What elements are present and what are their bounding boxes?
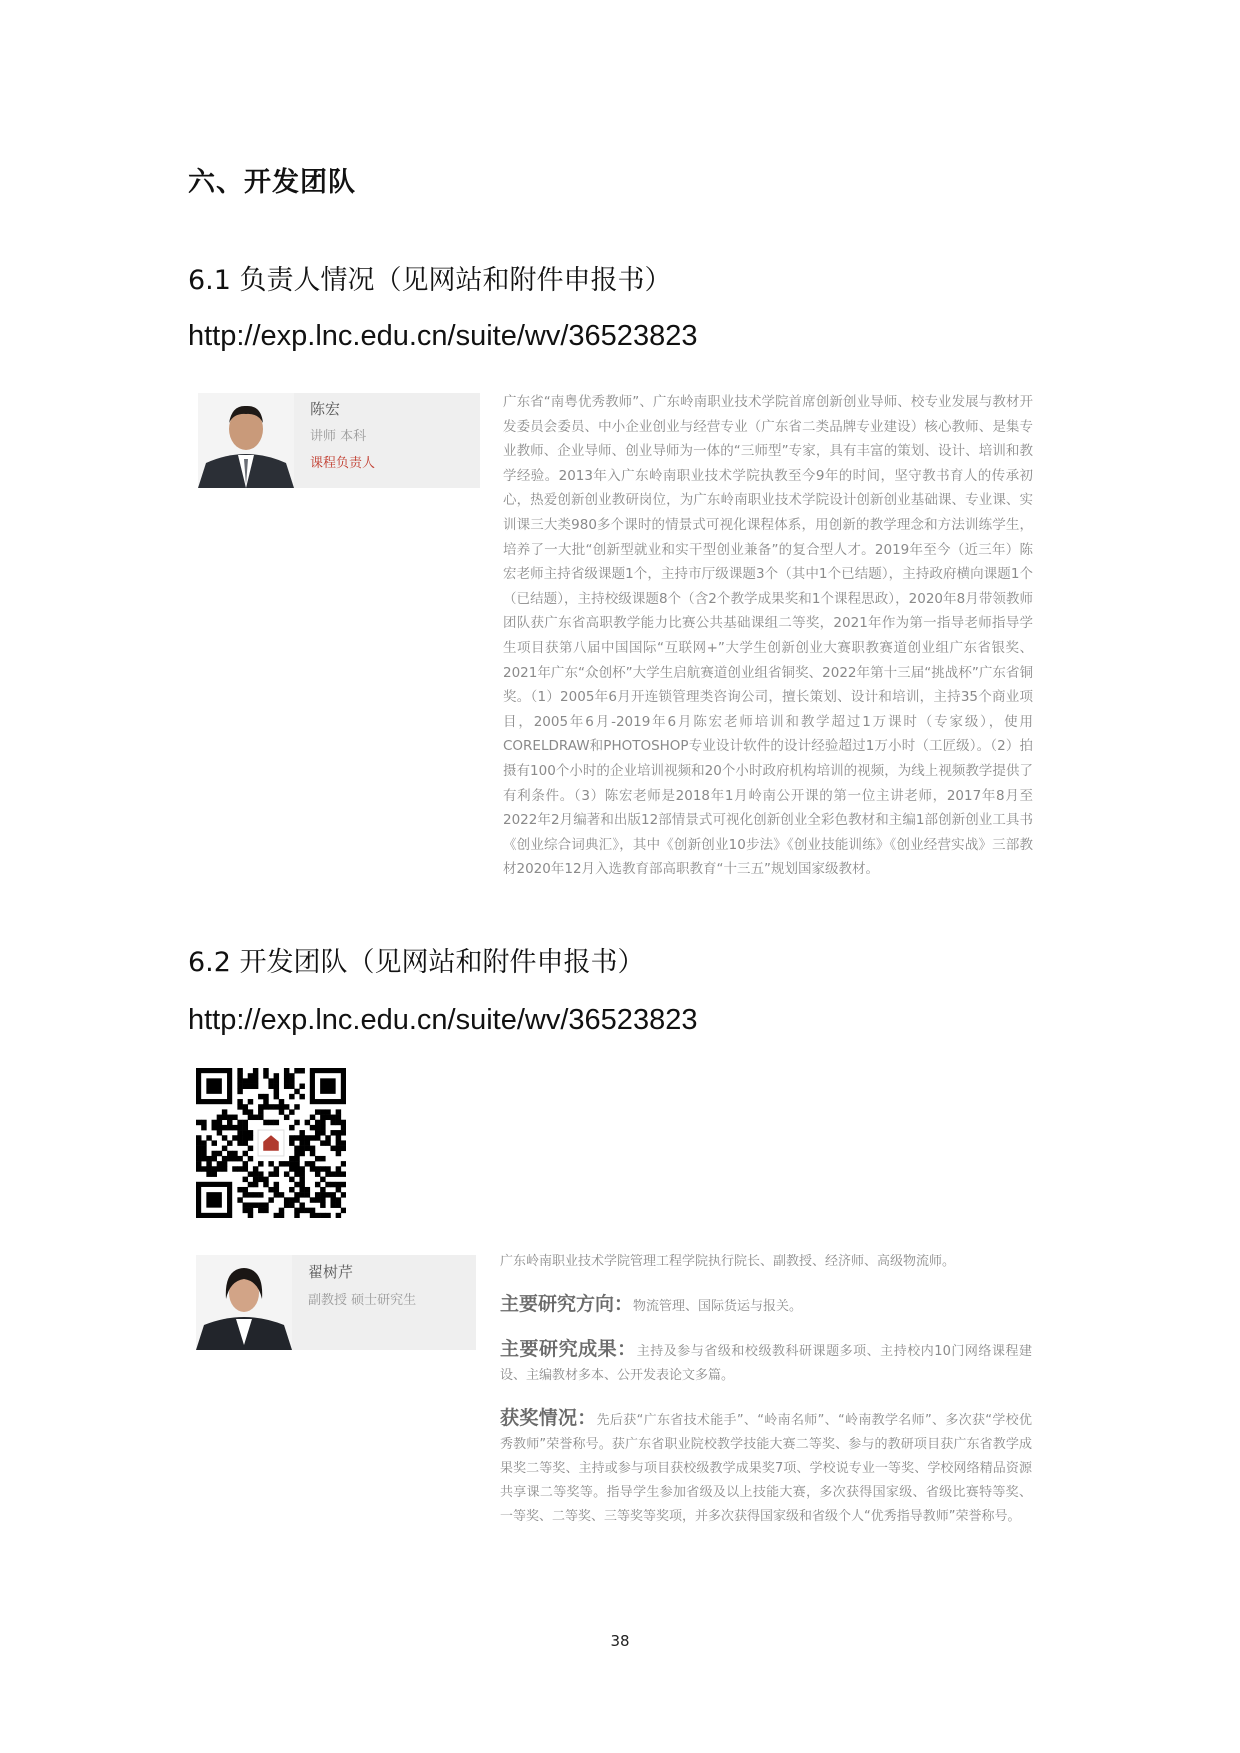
leader-bio: 广东省“南粤优秀教师”、广东岭南职业技术学院首席创新创业导师、校专业发展与教材开发委员会委员、中小企业创业与经营专业（广东省二类品牌专业建设）核心教师、是集专业教师、企业导师、创业导师为一体的“三师型”专家，具有丰富的策划、设计、培训和教学经验。2013年入广东岭南职业技术学院执教至今9年的时间，坚守教书育人的传承初心，热爱创新创业教研岗位，为广东岭南职业技术学院设计创新创业基础课、专业课、实训课三大类980多个课时的情景式可视化课程体系，用创新的教学理念和方法训练学生，培养了一大批“创新型就业和实干型创业兼备”的复合型人才。2019年至今（近三年）陈宏老师主持省级课题1个，主持市厅级课题3个（其中1个已结题），主持政府横向课题1个（已结题），主持校级课题8个（含2个教学成果奖和1个课程思政），2020年8月带领教师团队获广东省高职教学能力比赛公共基础课组二等奖，2021年作为第一指导老师指导学生项目获第八届中国国际“互联网+”大学生创新创业大赛职教赛道创业组广东省银奖、2021年广东“众创杯”大学生启航赛道创业组省铜奖、2022年第十三届“挑战杯”广东省铜奖。（1）2005年6月开连锁管理类咨询公司，擅长策划、设计和培训，主持35个商业项目，2005年6月-2019年6月陈宏老师培训和教学超过1万课时（专家级），使用CORELDRAW和PHOTOSHOP专业设计软件的设计经验超过1万小时（工匠级）。（2）拍摄有100个小时的企业培训视频和20个小时政府机构培训的视频，为线上视频教学提供了有利条件。（3）陈宏老师是2018年1月岭南公开课的第一位主讲老师，2017年8月至2022年2月编著和出版12部情景式可视化创新创业全彩色教材和主编1部创新创业工具书《创业综合词典汇》，其中《创新创业10步法》《创业技能训练》《创业经营实战》三部教材2020年12月入选教育部高职教育“十三五”规划国家级教材。 [503, 394, 1033, 878]
research-direction [500, 1292, 1032, 1319]
team-member-photo [196, 1255, 292, 1350]
qr-code-icon [196, 1068, 346, 1218]
section-title: 六、开发团队 [188, 167, 356, 198]
team-member-title: 副教授 硕士研究生 [308, 1293, 417, 1308]
research-results-text: 主持及参与省级和校级教科研课题多项、主持校内10门网络课程建设、主编教材多本、公开发表论文多篇。 [500, 1344, 1032, 1383]
awards [500, 1406, 1032, 1529]
leader-name: 陈宏 [310, 400, 341, 418]
leader-photo [198, 393, 294, 488]
leader-url: http://exp.lnc.edu.cn/suite/wv/36523823 [188, 320, 698, 352]
team-heading: 6.2 开发团队（见网站和附件申报书） [188, 947, 645, 978]
awards-label: 获奖情况： [500, 1407, 597, 1429]
leader-title: 讲师 本科 [310, 429, 367, 444]
research-direction-label: 主要研究方向： [500, 1293, 634, 1315]
page-number: 38 [610, 1632, 630, 1650]
team-member-bio [500, 1250, 1032, 1543]
leader-profile-card [198, 393, 480, 488]
research-direction-text: 物流管理、国际货运与报关。 [633, 1299, 803, 1314]
team-member-intro: 广东岭南职业技术学院管理工程学院执行院长、副教授、经济师、高级物流师。 [500, 1254, 956, 1269]
leader-heading: 6.1 负责人情况（见网站和附件申报书） [188, 265, 672, 296]
person-portrait-icon [196, 1255, 292, 1350]
research-results [500, 1337, 1032, 1388]
person-portrait-icon [198, 393, 294, 488]
qr-code-graphic [196, 1068, 346, 1218]
team-member-card [196, 1255, 476, 1350]
leader-role: 课程负责人 [310, 456, 376, 471]
awards-text: 先后获“广东省技术能手”、“岭南名师”、“岭南教学名师”、多次获“学校优秀教师”荣誉称号。获广东省职业院校教学技能大赛二等奖、参与的教研项目获广东省教学成果奖二等奖、主持或参与项目获校级教学成果奖7项、学校说专业一等奖、学校网络精品资源共享课二等奖等。指导学生参加省级及以上技能大赛，多次获得国家级、省级比赛特等奖、一等奖、二等奖、三等奖等奖项，并多次获得国家级和省级个人“优秀指导教师”荣誉称号。 [500, 1413, 1032, 1524]
research-results-label: 主要研究成果： [500, 1338, 637, 1360]
team-member-name: 翟树芹 [308, 1263, 354, 1281]
team-url: http://exp.lnc.edu.cn/suite/wv/36523823 [188, 1004, 698, 1036]
